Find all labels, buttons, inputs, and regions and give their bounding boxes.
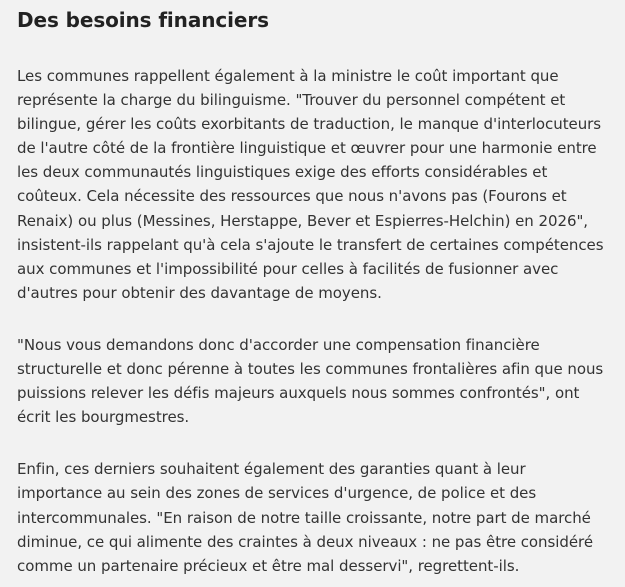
paragraph-3: Enfin, ces derniers souhaitent également des garanties quant à leur importance au sein des zones de services d'urgence, de police et des intercommunales. "En raison de notre taille croissante, notre part de marché diminue, ce qui alimente des craintes à deux niveaux : ne pas être considéré comme un partenaire précieux et être mal desservi", regrettent-ils. [17, 460, 593, 575]
paragraph-1: Les communes rappellent également à la ministre le coût important que représente la charge du bilinguisme. "Trouver du personnel compétent et bilingue, gérer les coûts exorbitants de traduction, le manque d'interlocuteurs de l'autre côté de la frontière linguistique et œuvrer pour une harmonie entre les deux communautés linguistiques exige des efforts considérables et coûteux. Cela nécessite des ressources que nous n'avons pas (Fourons et Renaix) ou plus (Messines, Herstappe, Bever et Espierres-Helchin) en 2026", insistent-ils rappelant qu'à cela s'ajoute le transfert de certaines compétences aux communes et l'impossibilité pour celles à facilités de fusionner avec d'autres pour obtenir des davantage de moyens. [17, 67, 604, 302]
section-heading: Des besoins financiers [17, 8, 269, 32]
paragraph-2: "Nous vous demandons donc d'accorder une compensation financière structurelle et donc pérenne à toutes les communes frontalières afin que nous puissions relever les défis majeurs auxquels nous sommes confrontés", ont écrit les bourgmestres. [17, 335, 604, 427]
